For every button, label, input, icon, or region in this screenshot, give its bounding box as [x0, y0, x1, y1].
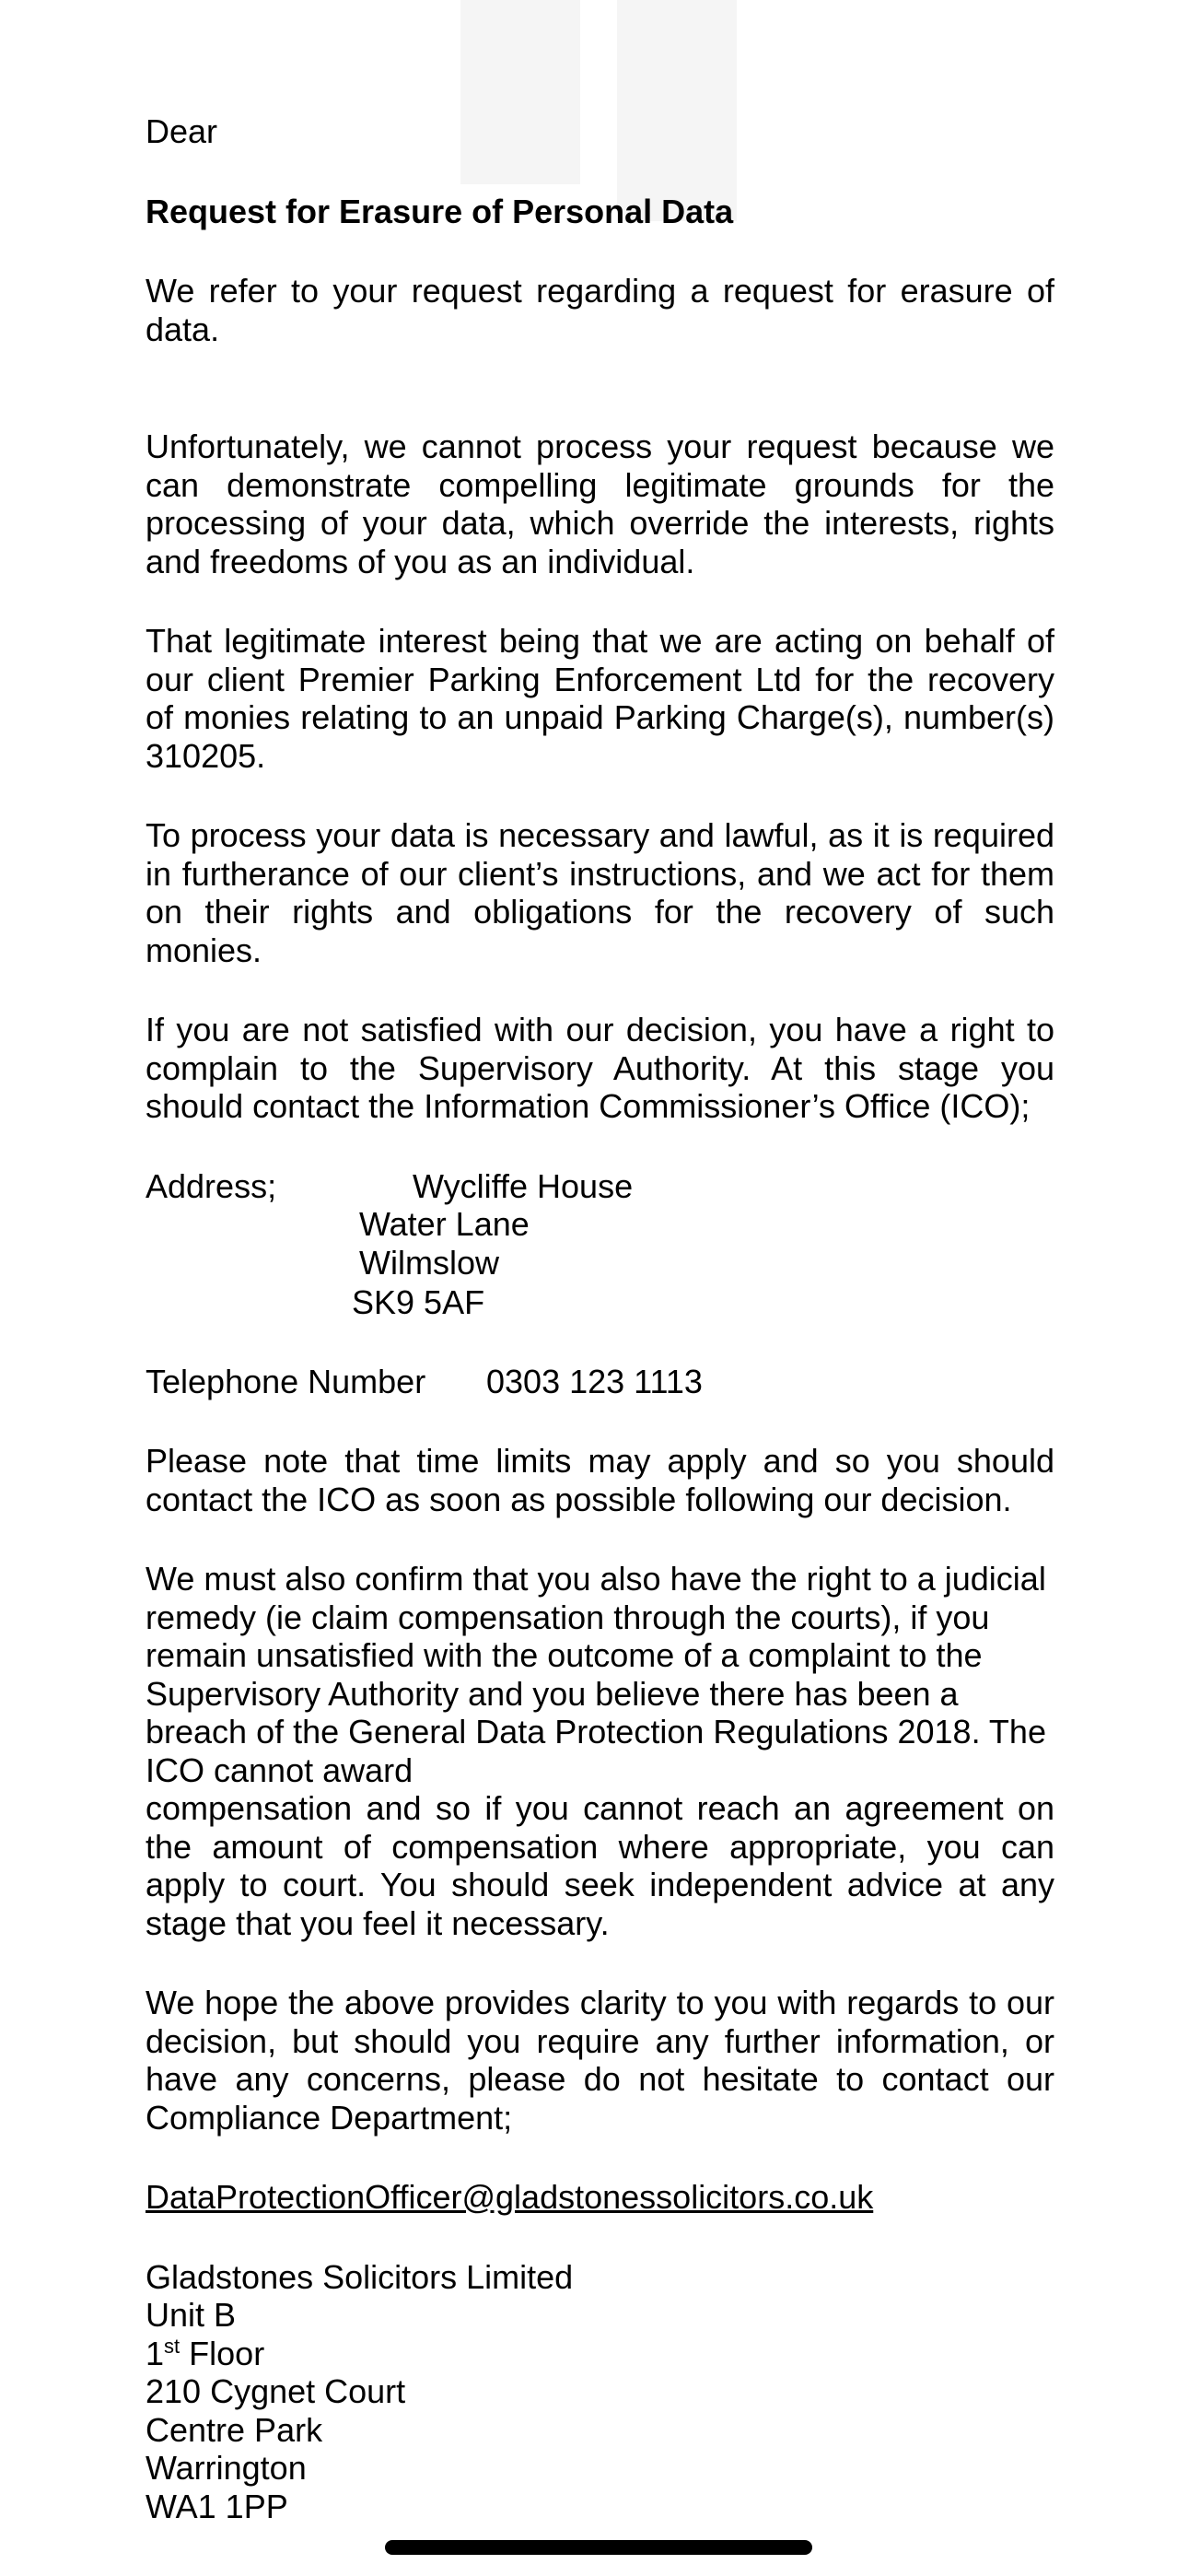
- signature-unit: Unit B: [146, 2296, 237, 2334]
- paragraph-lawful-processing: To process your data is necessary and lawful, as it is required in furtherance of our client’s instructions, and we act for them on their rights and obligations for the recovery of such monies.: [146, 816, 1054, 969]
- signature-area: Centre Park: [146, 2410, 323, 2449]
- spacer: [146, 348, 1054, 427]
- letter-body: [146, 112, 1054, 2525]
- paragraph-refusal: Unfortunately, we cannot process your request because we can demonstrate compelling legitimate grounds for the processing of your data, which override the interests, rights and freedoms of you as an individual.: [146, 427, 1054, 580]
- address-label: Address;: [146, 1166, 277, 1205]
- signature-town: Warrington: [146, 2449, 307, 2487]
- floor-word: Floor: [180, 2334, 265, 2372]
- paragraph-judicial-remedy: We must also confirm that you also have the right to a judicial remedy (ie claim compensation through the courts), if you remain unsatisfied with the outcome of a complaint to the Supervisory Authority and you believe there has been a breach of the General Data Protection Regulations 2018. The ICO cannot award: [146, 1560, 1046, 1789]
- floor-ordinal: st: [164, 2334, 181, 2358]
- address-line-1: Wycliffe House: [413, 1166, 634, 1205]
- paragraph-compensation: compensation and so if you cannot reach an agreement on the amount of compensation where appropriate, you can apply to court. You should seek independent advice at any stage that you feel it necessary.: [146, 1789, 1054, 1942]
- salutation: Dear: [146, 112, 218, 150]
- telephone-label: Telephone Number: [146, 1362, 426, 1400]
- address-postcode: SK9 5AF: [352, 1283, 485, 1321]
- address-line-3: Wilmslow: [359, 1243, 499, 1282]
- paragraph-complaint-right: If you are not satisfied with our decision, you have a right to complain to the Supervisory Authority. At this stage you should contact the Information Commissioner’s Office (ICO);: [146, 1011, 1054, 1125]
- paragraph-request-reference: We refer to your request regarding a request for erasure of data.: [146, 272, 1054, 348]
- floor-number: 1: [146, 2334, 165, 2372]
- signature-street: 210 Cygnet Court: [146, 2372, 406, 2410]
- ico-address-block: [146, 1167, 1054, 1322]
- address-line-2: Water Lane: [359, 1205, 530, 1243]
- paragraph-time-limits: Please note that time limits may apply and so you should contact the ICO as soon as possible following our decision.: [146, 1442, 1054, 1518]
- signature-floor: [146, 2335, 1054, 2373]
- letter-title: Request for Erasure of Personal Data: [146, 192, 734, 230]
- signature-address-block: [146, 2258, 1054, 2526]
- telephone-row: [146, 1363, 1054, 1401]
- telephone-number: 0303 123 1113: [486, 1362, 703, 1400]
- signature-company: Gladstones Solicitors Limited: [146, 2257, 574, 2296]
- home-indicator[interactable]: [385, 2540, 812, 2555]
- paragraph-closing: We hope the above provides clarity to you with regards to our decision, but should you require any further information, or have any concerns, please do not hesitate to contact our Compliance Department;: [146, 1984, 1054, 2137]
- paragraph-legitimate-interest: That legitimate interest being that we are acting on behalf of our client Premier Parking Enforcement Ltd for the recovery of monies relating to an unpaid Parking Charge(s), number(s) 310205.: [146, 622, 1054, 775]
- signature-postcode: WA1 1PP: [146, 2487, 288, 2525]
- dpo-email-link[interactable]: DataProtectionOfficer@gladstonessolicitors.co.uk: [146, 2178, 874, 2216]
